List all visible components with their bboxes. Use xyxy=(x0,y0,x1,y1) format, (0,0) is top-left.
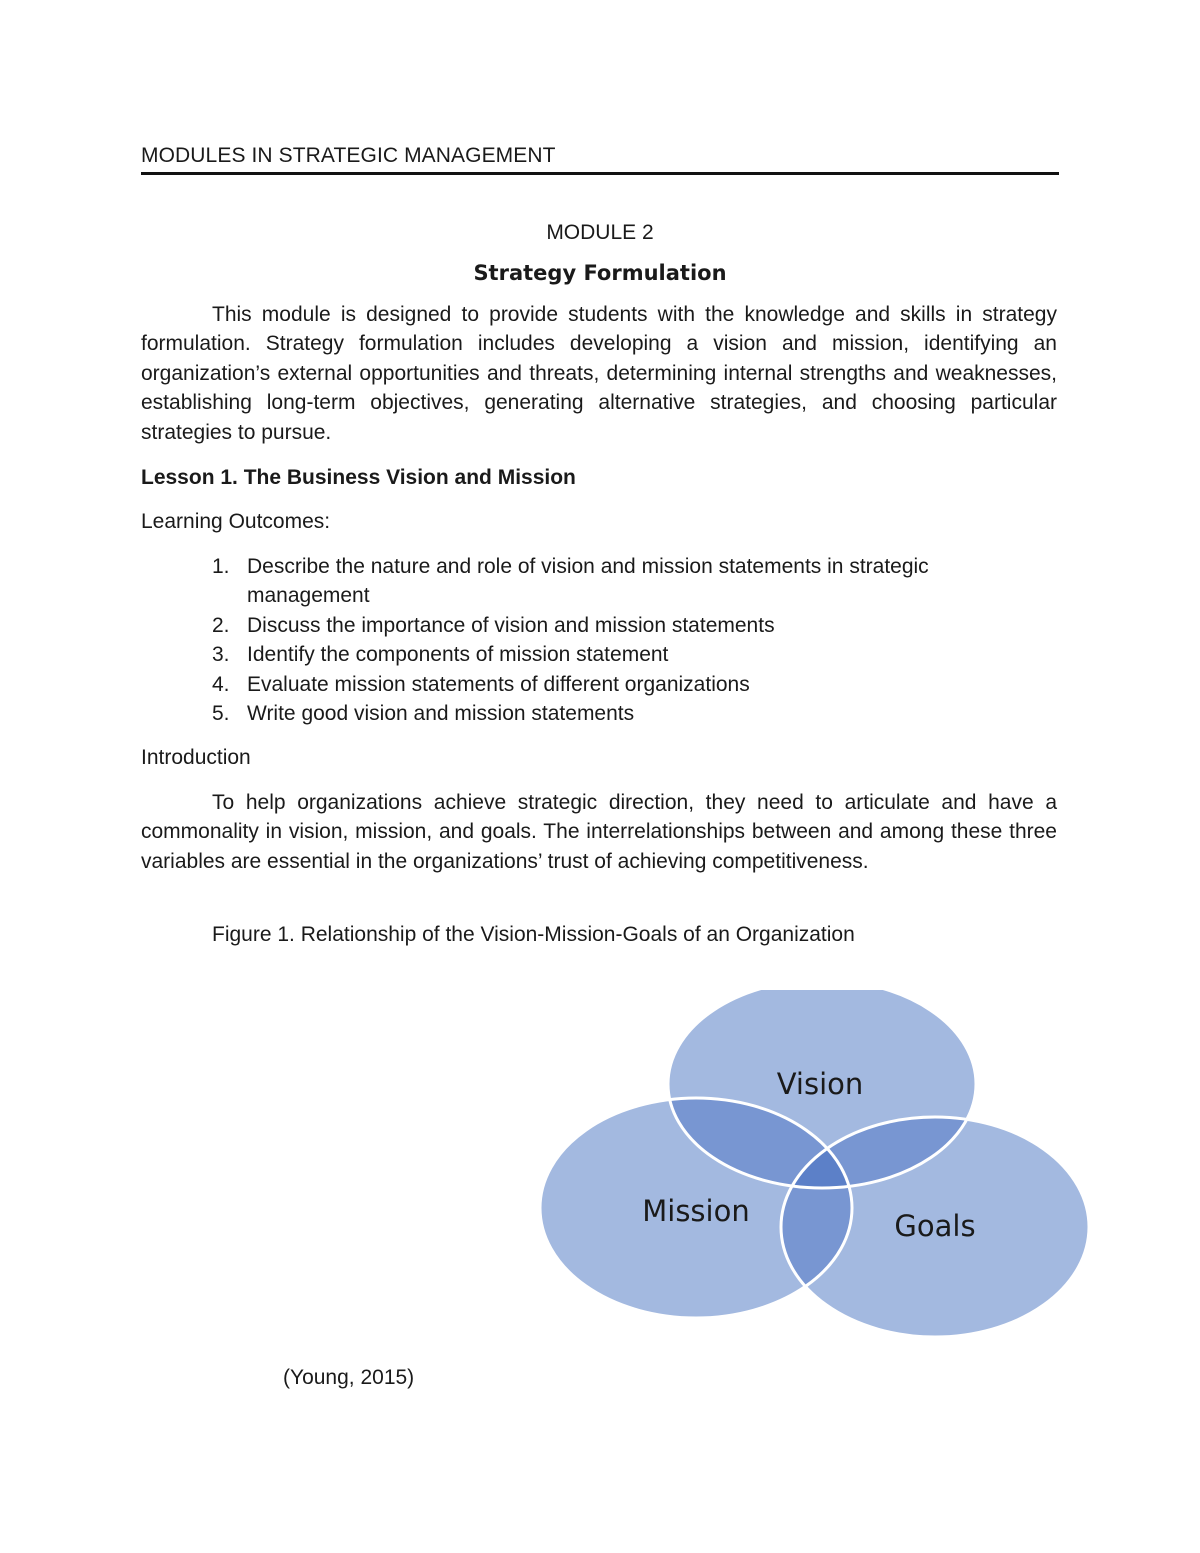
list-item xyxy=(212,670,1032,699)
list-item-number: 1. xyxy=(212,555,230,578)
learning-outcomes-list xyxy=(212,552,1032,728)
module-number: MODULE 2 xyxy=(546,221,654,244)
list-item-number: 4. xyxy=(212,672,230,696)
introduction-heading: Introduction xyxy=(141,746,251,769)
learning-outcomes-label: Learning Outcomes: xyxy=(141,510,331,533)
list-item-number: 2. xyxy=(212,613,230,637)
list-item xyxy=(212,699,1032,728)
lesson-heading: Lesson 1. The Business Vision and Mission xyxy=(141,466,576,489)
figure-caption: Figure 1. Relationship of the Vision-Mission-Goals of an Organization xyxy=(212,923,855,946)
mission-label: Mission xyxy=(642,1194,750,1228)
venn-diagram xyxy=(530,990,1100,1350)
goals-label: Goals xyxy=(894,1209,976,1243)
figure-citation: (Young, 2015) xyxy=(283,1366,415,1389)
list-item-text: Write good vision and mission statements xyxy=(247,702,635,726)
running-header: MODULES IN STRATEGIC MANAGEMENT xyxy=(141,142,1059,175)
list-item-text: Describe the nature and role of vision and mission statements in strategic management xyxy=(247,555,929,608)
list-item-text: Identify the components of mission statement xyxy=(247,643,669,667)
module-intro-paragraph: This module is designed to provide students with the knowledge and skills in strategy formulation. Strategy formulation includes developing a vision and mission, identifying an organization’s external opportunities and threats, determining internal strengths and weaknesses, establishing long-term objectives, generating alternative strategies, and choosing particular strategies to pursue. xyxy=(141,303,1057,444)
list-item xyxy=(212,640,1032,669)
module-title: Strategy Formulation xyxy=(473,261,727,285)
introduction-paragraph: To help organizations achieve strategic direction, they need to articulate and have a commonality in vision, mission, and goals. The interrelationships between and among these three variables are essential in the organizations’ trust of achieving competitiveness. xyxy=(141,791,1057,873)
list-item-number: 5. xyxy=(212,702,230,726)
list-item-text: Discuss the importance of vision and mission statements xyxy=(247,613,775,637)
list-item xyxy=(212,552,1032,611)
vision-label: Vision xyxy=(776,1067,864,1101)
list-item-number: 3. xyxy=(212,643,230,667)
list-item xyxy=(212,611,1032,640)
list-item-text: Evaluate mission statements of different organizations xyxy=(247,672,750,696)
